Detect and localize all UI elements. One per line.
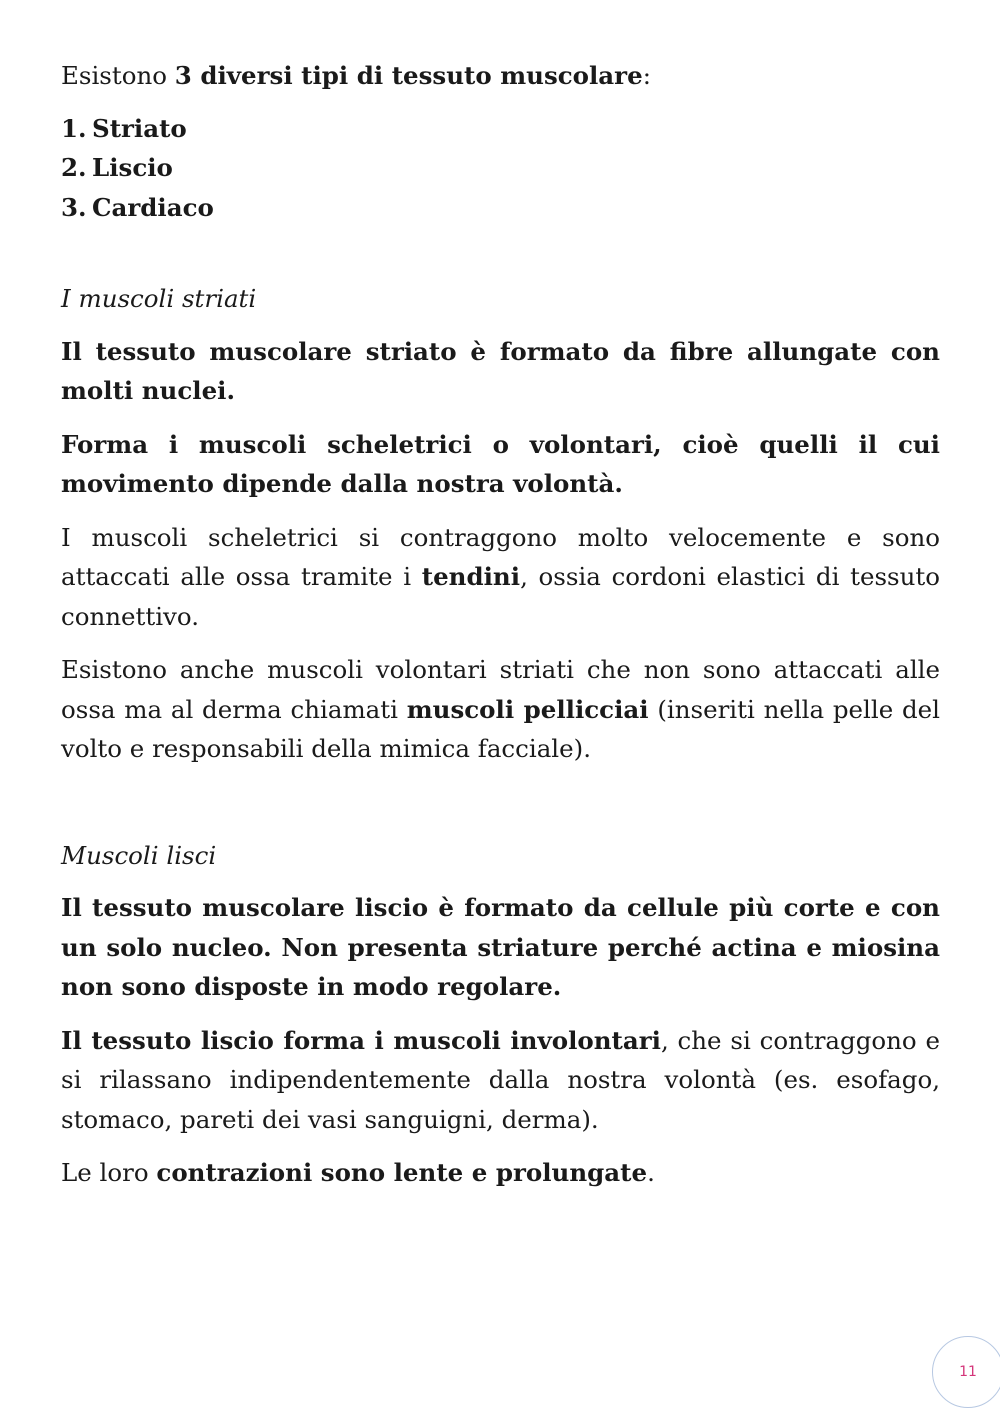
- text-run: I muscoli scheletrici si contraggono molto velocemente e sono attaccati alle ossa tramite i: [61, 522, 940, 591]
- smooth-paragraph-2: [61, 1021, 940, 1140]
- page-content: [61, 56, 940, 1207]
- page-number: 11: [959, 1364, 977, 1380]
- list-item-label: Cardiaco: [92, 192, 214, 222]
- striated-paragraph-3: [61, 518, 940, 637]
- intro-bold: 3 diversi tipi di tessuto muscolare: [174, 61, 643, 90]
- text-run: .: [647, 1158, 655, 1187]
- smooth-paragraph-1: Il tessuto muscolare liscio è formato da cellule più corte e con un solo nucleo. Non presenta striature perché actina e miosina non sono disposte in modo regolare.: [61, 893, 940, 1001]
- muscle-types-list: [61, 109, 940, 228]
- intro-paragraph: [61, 56, 940, 96]
- smooth-heading: Muscoli lisci: [61, 840, 217, 870]
- striated-paragraph-4: [61, 650, 940, 769]
- section-spacer: [61, 783, 940, 836]
- striated-paragraph-1: Il tessuto muscolare striato è formato da fibre allungate con molti nuclei.: [61, 336, 940, 405]
- involontari-term: Il tessuto liscio forma i muscoli involontari: [61, 1025, 661, 1055]
- intro-prefix: Esistono: [61, 61, 175, 90]
- intro-suffix: :: [642, 61, 651, 90]
- list-item-number: 2.: [61, 153, 87, 182]
- striated-paragraph-2: Forma i muscoli scheletrici o volontari, cioè quelli il cui movimento dipende dalla nostra volontà.: [61, 429, 940, 498]
- smooth-paragraph-3: [61, 1153, 940, 1193]
- pellicciai-term: muscoli pellicciai: [406, 694, 649, 724]
- list-item-number: 1.: [61, 113, 87, 143]
- text-run: Esistono anche muscoli volontari striati che non sono attaccati alle ossa ma al derma chiamati: [61, 655, 940, 724]
- list-item: [61, 148, 940, 188]
- list-item-number: 3.: [61, 192, 87, 222]
- page-number-badge: [932, 1336, 1000, 1408]
- contrazioni-term: contrazioni sono lente e prolungate: [156, 1158, 648, 1187]
- list-item-label: Striato: [92, 113, 187, 143]
- tendini-term: tendini: [421, 562, 521, 591]
- text-run: Le loro: [61, 1158, 157, 1187]
- striated-heading: I muscoli striati: [61, 284, 257, 313]
- section-spacer: [61, 227, 940, 279]
- text-run: , che si contraggono e si rilassano indipendentemente dalla nostra volontà (es. esofago, stomaco, pareti dei vasi sanguigni, derma).: [61, 1025, 940, 1134]
- text-run: (inseriti nella pelle del volto e responsabili della mimica facciale).: [61, 694, 940, 763]
- list-item: [61, 188, 940, 228]
- list-item: [61, 109, 940, 149]
- text-run: , ossia cordoni elastici di tessuto connettivo.: [61, 562, 940, 631]
- list-item-label: Liscio: [92, 153, 173, 182]
